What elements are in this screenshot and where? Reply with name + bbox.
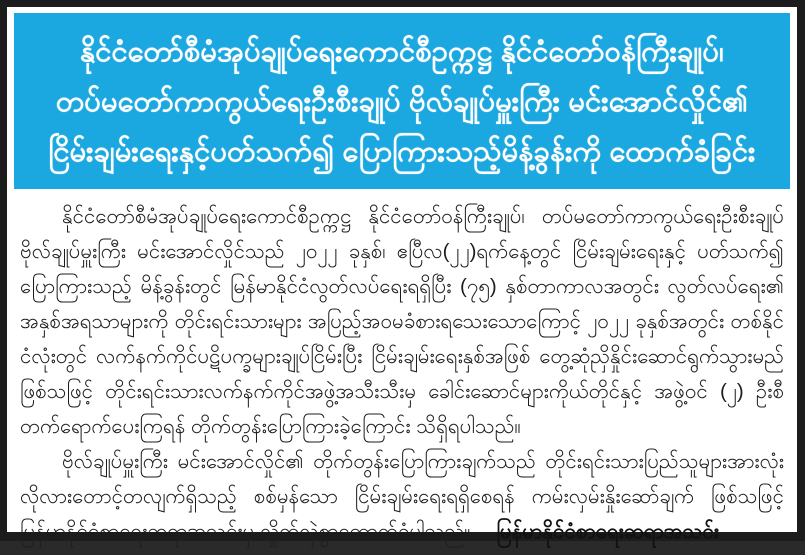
title-line-3: ငြိမ်းချမ်းရေးနှင့်ပတ်သက်၍ ပြောကြားသည့်မိန့်ခွန်းကို ထောက်ခံခြင်း bbox=[48, 136, 756, 168]
document-page bbox=[7, 7, 797, 543]
title-banner bbox=[14, 13, 790, 189]
statement-paragraph-1: နိုင်ငံတော်စီမံအုပ်ချုပ်ရေးကောင်စီဥက္ကဋ္ဌ နိုင်ငံတော်ဝန်ကြီးချုပ်၊ တပ်မတော်ကာကွယ်ရေးဦးစီးချုပ် ဗိုလ်ချုပ်မှူးကြီး မင်းအောင်လှိုင်သည် ၂၀၂၂ ခုနှစ်၊ ဧပြီလ(၂၂)ရက်နေ့တွင် ငြိမ်းချမ်းရေးနှင့် ပတ်သက်၍ ပြောကြားသည့် မိန့်ခွန်းတွင် မြန်မာနိုင်ငံလွတ်လပ်ရေးရရှိပြီး (၇၅) နှစ်တာကာလအတွင်း လွတ်လပ်ရေး၏ အနှစ်အရသာများကို တိုင်းရင်းသားများ အပြည့်အဝမခံစားရသေးသောကြောင့် ၂၀၂၂ ခုနှစ်အတွင်း တစ်နိုင်ငံလုံးတွင် လက်နက်ကိုင်ပဋိပက္ခများချုပ်ငြိမ်းပြီး ငြိမ်းချမ်းရေးနှစ်အဖြစ် တွေ့ဆုံညှိနှိုင်းဆောင်ရွက်သွားမည်ဖြစ်သဖြင့် တိုင်းရင်းသားလက်နက်ကိုင်အဖွဲ့အသီးသီးမှ ခေါင်းဆောင်များကိုယ်တိုင်နှင့် အဖွဲ့ဝင် (၂) ဦးစီ တက်ရောက်ပေးကြရန် တိုက်တွန်းပြောကြားခဲ့ကြောင်း သိရှိရပါသည်။ bbox=[20, 205, 784, 438]
title-line-2: တပ်မတော်ကာကွယ်ရေးဦးစီးချုပ် ဗိုလ်ချုပ်မှူးကြီး မင်းအောင်လှိုင်၏ bbox=[55, 86, 749, 118]
organization-signature: မြန်မာနိုင်ငံစာရေးဆရာအသင်း bbox=[496, 520, 719, 543]
statement-paragraph-2-text: ဗိုလ်ချုပ်မှူးကြီး မင်းအောင်လှိုင်၏ တိုက်တွန်းပြောကြားချက်သည် တိုင်းရင်းသားပြည်သူများအားလုံး လိုလားတောင့်တလျက်ရှိသည့် စစ်မှန်သော ငြိမ်းချမ်းရေးရရှိစေရန် ကမ်းလှမ်းနှိုးဆော်ချက် ဖြစ်သဖြင့် မြန်မာနိုင်ငံစာရေးဆရာအသင်းမှ လှိုက်လှဲစွာထောက်ခံပါသည်။ bbox=[20, 450, 784, 543]
title-line-1: နိုင်ငံတော်စီမံအုပ်ချုပ်ရေးကောင်စီဥက္ကဋ္ဌ နိုင်ငံတော်ဝန်ကြီးချုပ်၊ bbox=[80, 36, 724, 68]
statement-body bbox=[14, 189, 790, 555]
statement-paragraph-2 bbox=[20, 444, 784, 549]
